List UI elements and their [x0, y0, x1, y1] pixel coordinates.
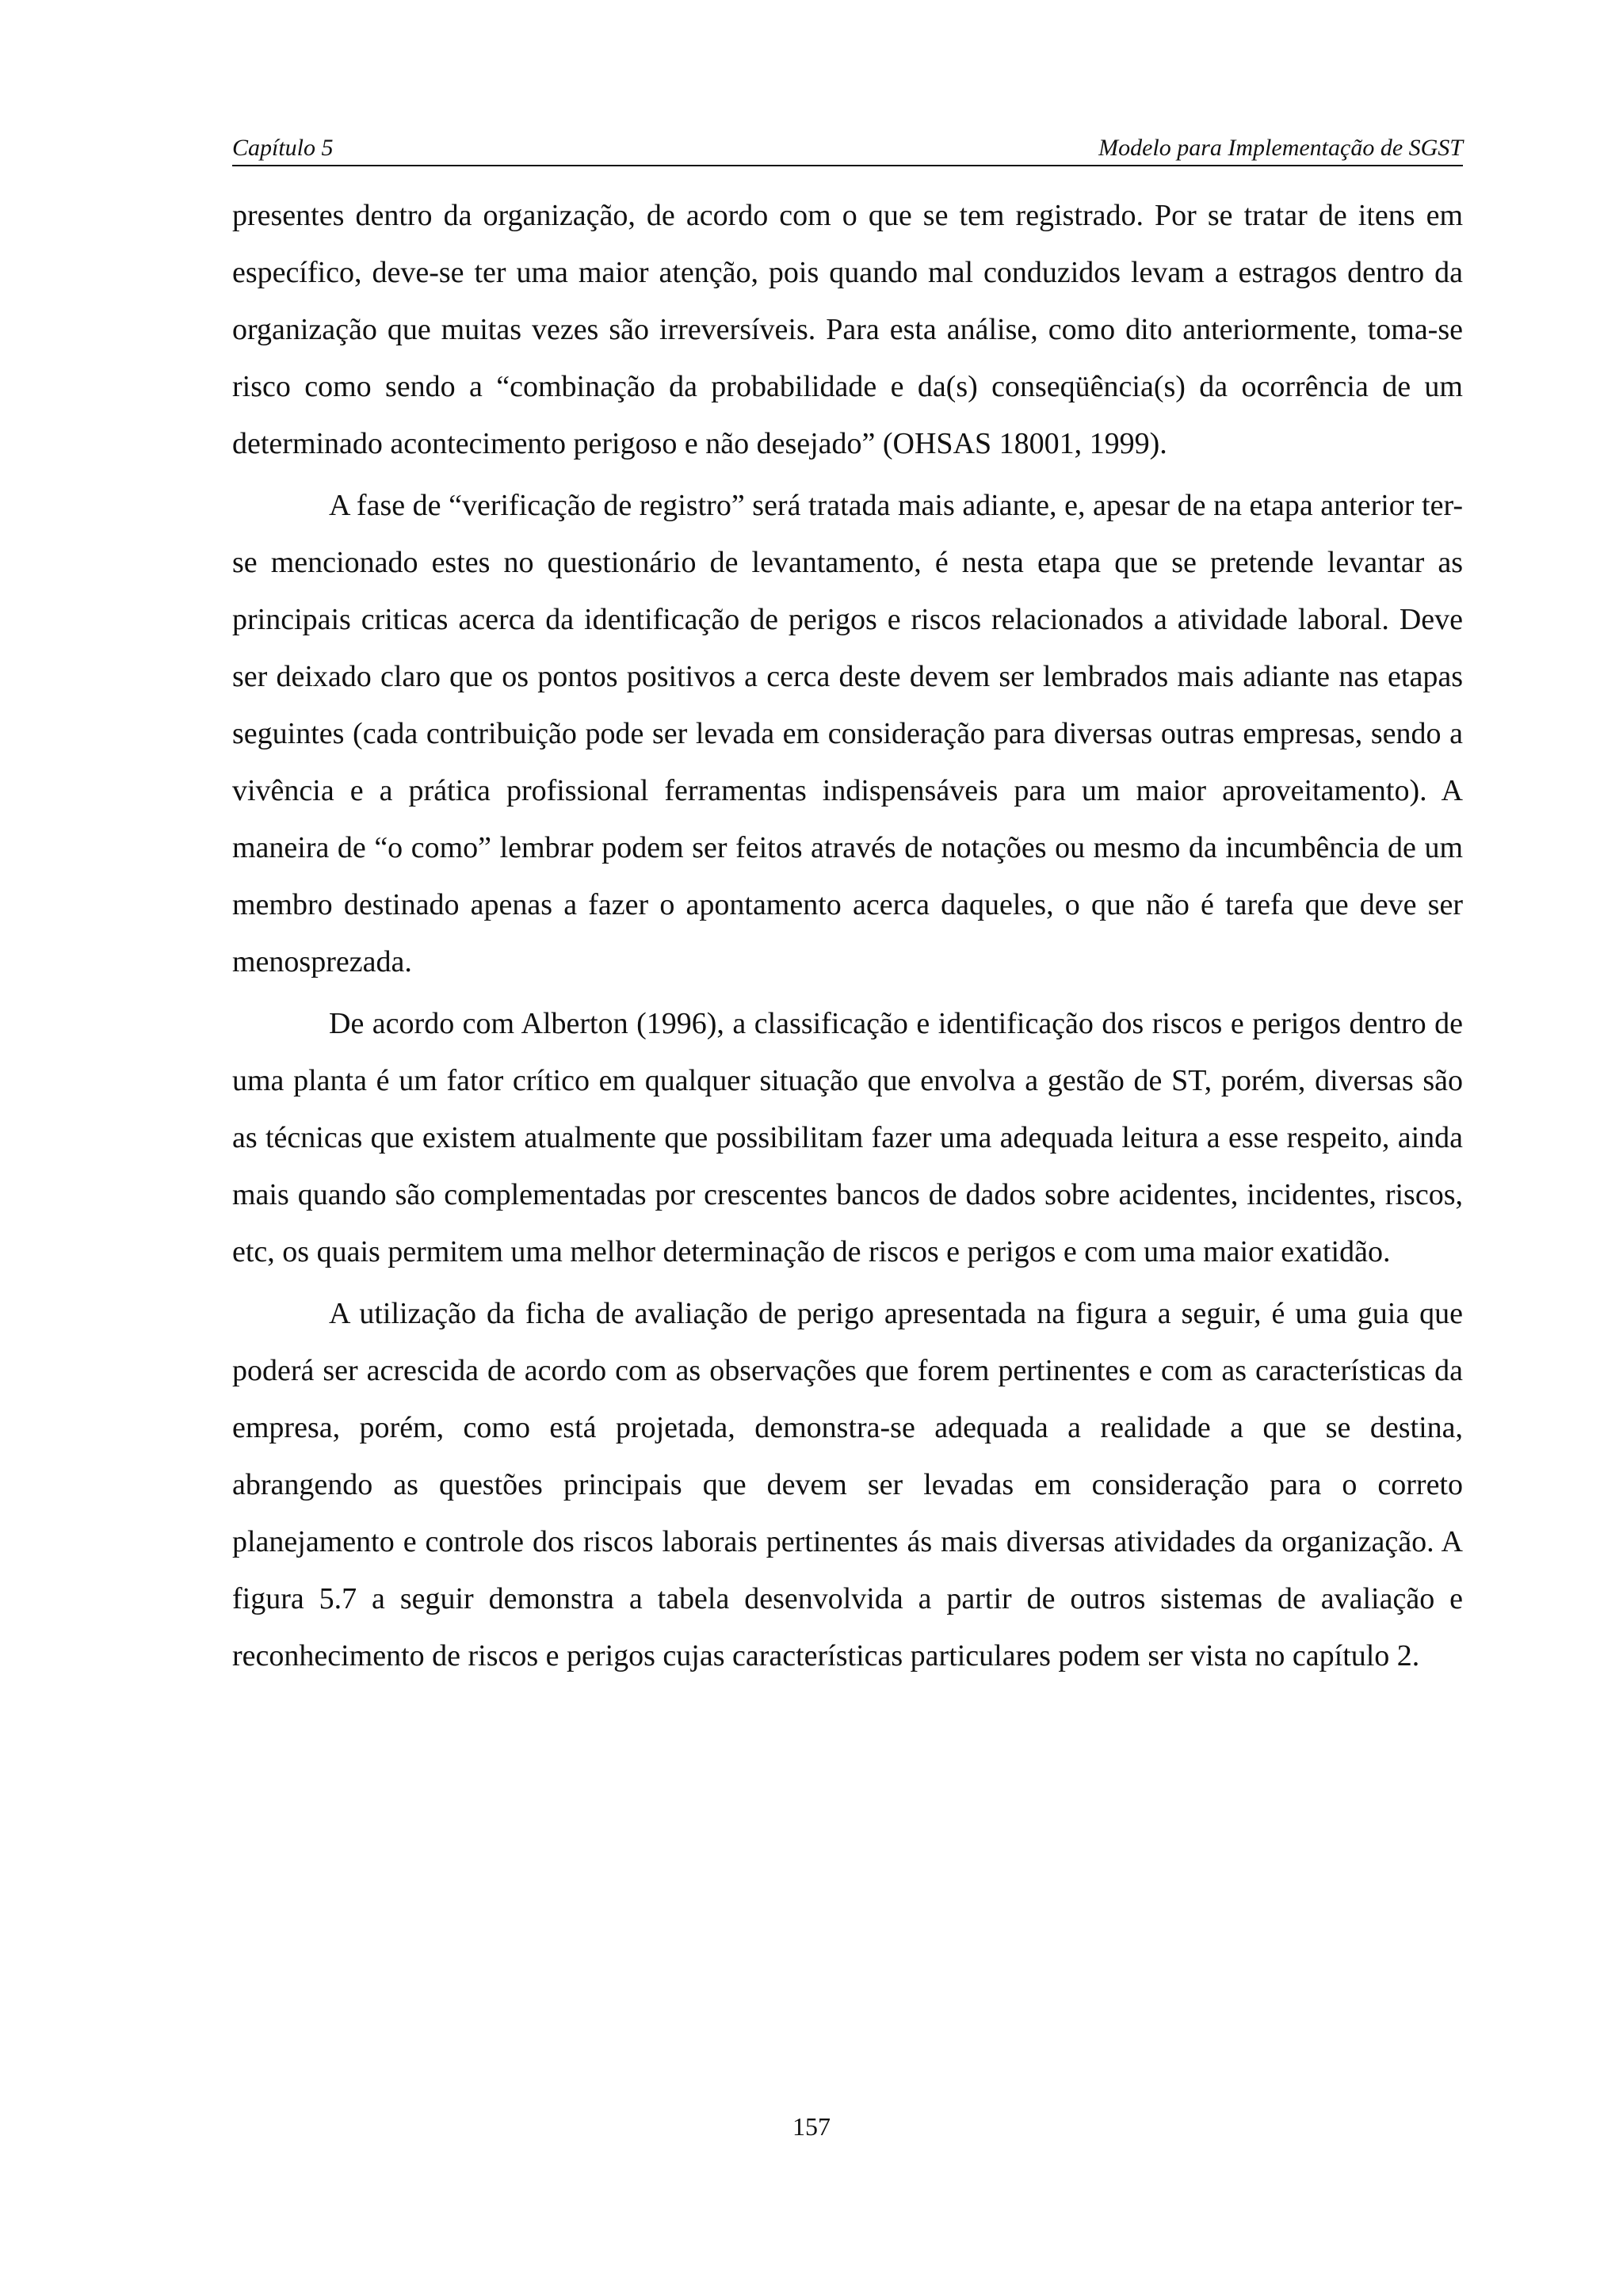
paragraph: A fase de “verificação de registro” será tratada mais adiante, e, apesar de na etapa anterior ter-se mencionado estes no questionário de levantamento, é nesta etapa que se pretende levantar as principais criticas acerca da identificação de perigos e riscos relacionados a atividade laboral. Deve ser deixado claro que os pontos positivos a cerca deste devem ser lembrados mais adiante nas etapas seguintes (cada contribuição pode ser levada em consideração para diversas outras empresas, sendo a vivência e a prática profissional ferramentas indispensáveis para um maior aproveitamento). A maneira de “o como” lembrar podem ser feitos através de notações ou mesmo da incumbência de um membro destinado apenas a fazer o apontamento acerca daqueles, o que não é tarefa que deve ser menosprezada.: [232, 489, 1463, 978]
running-header: [232, 132, 1463, 166]
paragraph: De acordo com Alberton (1996), a classificação e identificação dos riscos e perigos dentro de uma planta é um fator crítico em qualquer situação que envolva a gestão de ST, porém, diversas são as técnicas que existem atualmente que possibilitam fazer uma adequada leitura a esse respeito, ainda mais quando são complementadas por crescentes bancos de dados sobre acidentes, incidentes, riscos, etc, os quais permitem uma melhor determinação de riscos e perigos e com uma maior exatidão.: [232, 1007, 1463, 1268]
chapter-label: Capítulo 5: [232, 135, 334, 161]
body-text: [232, 187, 1463, 1684]
section-title: Modelo para Implementação de SGST: [1098, 135, 1463, 161]
paragraph-continued: presentes dentro da organização, de acordo com o que se tem registrado. Por se tratar de itens em específico, deve-se ter uma maior atenção, pois quando mal conduzidos levam a estragos dentro da organização que muitas vezes são irreversíveis. Para esta análise, como dito anteriormente, toma-se risco como sendo a “combinação da probabilidade e da(s) conseqüência(s) da ocorrência de um determinado acontecimento perigoso e não desejado” (OHSAS 18001, 1999).: [232, 199, 1463, 460]
paragraph: A utilização da ficha de avaliação de perigo apresentada na figura a seguir, é uma guia que poderá ser acrescida de acordo com as observações que forem pertinentes e com as características da empresa, porém, como está projetada, demonstra-se adequada a realidade a que se destina, abrangendo as questões principais que devem ser levadas em consideração para o correto planejamento e controle dos riscos laborais pertinentes ás mais diversas atividades da organização. A figura 5.7 a seguir demonstra a tabela desenvolvida a partir de outros sistemas de avaliação e reconhecimento de riscos e perigos cujas características particulares podem ser vista no capítulo 2.: [232, 1297, 1463, 1672]
page-number: 157: [792, 2112, 831, 2141]
